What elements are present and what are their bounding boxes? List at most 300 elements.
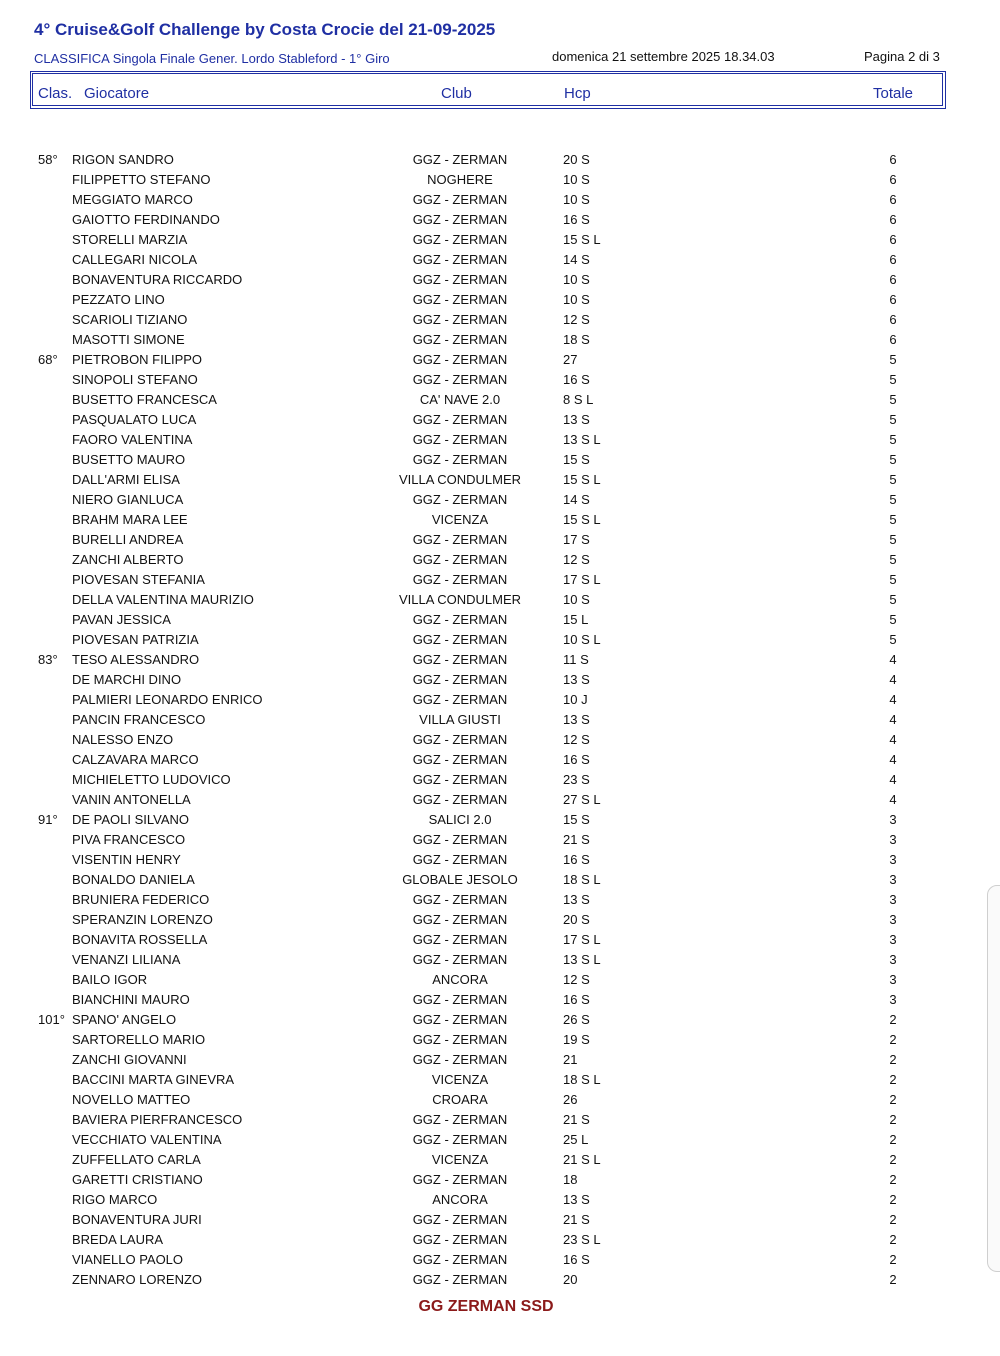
table-row xyxy=(0,270,1000,290)
player-name-cell: PIVA FRANCESCO xyxy=(72,832,186,847)
player-name-cell: GAIOTTO FERDINANDO xyxy=(72,212,220,227)
club-cell: GGZ - ZERMAN xyxy=(412,1052,508,1067)
column-header-totale: Totale xyxy=(873,85,914,102)
table-row xyxy=(0,470,1000,490)
club-cell: GGZ - ZERMAN xyxy=(412,572,508,587)
rank-cell: 83° xyxy=(38,652,58,667)
club-cell: GGZ - ZERMAN xyxy=(412,652,508,667)
hcp-cell: 20 S xyxy=(563,152,590,167)
table-row xyxy=(0,850,1000,870)
player-name-cell: PANCIN FRANCESCO xyxy=(72,712,206,727)
player-name-cell: BONALDO DANIELA xyxy=(72,872,195,887)
club-cell: GGZ - ZERMAN xyxy=(412,1252,508,1267)
hcp-cell: 11 S xyxy=(563,652,589,667)
player-name-cell: RIGON SANDRO xyxy=(72,152,174,167)
table-row xyxy=(0,430,1000,450)
table-row xyxy=(0,930,1000,950)
player-name-cell: VIANELLO PAOLO xyxy=(72,1252,184,1267)
player-name-cell: PIOVESAN PATRIZIA xyxy=(72,632,199,647)
club-cell: GGZ - ZERMAN xyxy=(412,1112,508,1127)
hcp-cell: 18 xyxy=(563,1172,578,1187)
player-name-cell: MASOTTI SIMONE xyxy=(72,332,185,347)
club-cell: GGZ - ZERMAN xyxy=(412,1032,508,1047)
total-cell: 5 xyxy=(889,572,897,587)
hcp-cell: 17 S L xyxy=(563,932,601,947)
hcp-cell: 16 S xyxy=(563,1252,590,1267)
club-cell: GGZ - ZERMAN xyxy=(412,912,508,927)
total-cell: 4 xyxy=(889,752,897,767)
club-cell: GGZ - ZERMAN xyxy=(412,932,508,947)
hcp-cell: 12 S xyxy=(563,732,590,747)
club-cell: GGZ - ZERMAN xyxy=(412,992,508,1007)
table-row xyxy=(0,710,1000,730)
club-cell: GGZ - ZERMAN xyxy=(412,292,508,307)
total-cell: 5 xyxy=(889,532,897,547)
club-cell: GGZ - ZERMAN xyxy=(412,672,508,687)
hcp-cell: 20 S xyxy=(563,912,590,927)
table-row xyxy=(0,1270,1000,1290)
hcp-cell: 16 S xyxy=(563,212,590,227)
hcp-cell: 17 S L xyxy=(563,572,601,587)
club-cell: GGZ - ZERMAN xyxy=(412,1172,508,1187)
hcp-cell: 18 S L xyxy=(563,872,601,887)
hcp-cell: 26 S xyxy=(563,1012,590,1027)
player-name-cell: STORELLI MARZIA xyxy=(72,232,188,247)
total-cell: 2 xyxy=(889,1212,897,1227)
table-row xyxy=(0,390,1000,410)
player-name-cell: SPERANZIN LORENZO xyxy=(72,912,213,927)
club-cell: GGZ - ZERMAN xyxy=(412,632,508,647)
club-cell: GGZ - ZERMAN xyxy=(412,1212,508,1227)
hcp-cell: 18 S L xyxy=(563,1072,601,1087)
total-cell: 2 xyxy=(889,1112,897,1127)
player-name-cell: VISENTIN HENRY xyxy=(72,852,181,867)
table-row xyxy=(0,750,1000,770)
table-row xyxy=(0,1130,1000,1150)
table-row xyxy=(0,1010,1000,1030)
player-name-cell: ZUFFELLATO CARLA xyxy=(72,1152,201,1167)
rank-cell: 101° xyxy=(38,1012,65,1027)
club-cell: GGZ - ZERMAN xyxy=(412,552,508,567)
total-cell: 5 xyxy=(889,472,897,487)
hcp-cell: 13 S xyxy=(563,1192,590,1207)
total-cell: 4 xyxy=(889,652,897,667)
document-title: 4° Cruise&Golf Challenge by Costa Crocie del 21-09-2025 xyxy=(34,20,496,39)
club-cell: VILLA GIUSTI xyxy=(419,712,501,727)
club-cell: GGZ - ZERMAN xyxy=(412,252,508,267)
club-cell: GGZ - ZERMAN xyxy=(412,852,508,867)
player-name-cell: NIERO GIANLUCA xyxy=(72,492,184,507)
hcp-cell: 23 S xyxy=(563,772,590,787)
total-cell: 2 xyxy=(889,1232,897,1247)
table-row xyxy=(0,410,1000,430)
total-cell: 4 xyxy=(889,792,897,807)
player-name-cell: FILIPPETTO STEFANO xyxy=(72,172,211,187)
hcp-cell: 8 S L xyxy=(563,392,594,407)
table-row xyxy=(0,1230,1000,1250)
total-cell: 6 xyxy=(889,232,897,247)
player-name-cell: PASQUALATO LUCA xyxy=(72,412,197,427)
player-name-cell: VENANZI LILIANA xyxy=(72,952,181,967)
total-cell: 5 xyxy=(889,392,897,407)
column-header-giocatore: Giocatore xyxy=(84,85,150,102)
hcp-cell: 10 S xyxy=(563,192,590,207)
total-cell: 5 xyxy=(889,412,897,427)
table-row xyxy=(0,590,1000,610)
column-header-club: Club xyxy=(441,85,472,102)
column-header-clas: Clas. xyxy=(38,85,73,102)
hcp-cell: 23 S L xyxy=(563,1232,601,1247)
player-name-cell: PAVAN JESSICA xyxy=(72,612,171,627)
table-row xyxy=(0,210,1000,230)
player-name-cell: SCARIOLI TIZIANO xyxy=(72,312,188,327)
hcp-cell: 14 S xyxy=(563,492,590,507)
club-cell: GGZ - ZERMAN xyxy=(412,192,508,207)
table-row xyxy=(0,490,1000,510)
hcp-cell: 10 S L xyxy=(563,632,601,647)
table-row xyxy=(0,970,1000,990)
club-cell: VILLA CONDULMER xyxy=(398,472,522,487)
total-cell: 3 xyxy=(889,932,897,947)
total-cell: 5 xyxy=(889,592,897,607)
total-cell: 5 xyxy=(889,612,897,627)
club-cell: GGZ - ZERMAN xyxy=(412,452,508,467)
hcp-cell: 21 S xyxy=(563,1212,590,1227)
club-cell: GGZ - ZERMAN xyxy=(412,412,508,427)
scroll-indicator[interactable] xyxy=(987,885,1000,1272)
club-cell: VICENZA xyxy=(431,512,489,527)
table-row xyxy=(0,650,1000,670)
hcp-cell: 12 S xyxy=(563,552,590,567)
hcp-cell: 27 xyxy=(563,352,578,367)
table-row xyxy=(0,150,1000,170)
total-cell: 2 xyxy=(889,1172,897,1187)
table-row xyxy=(0,870,1000,890)
table-row xyxy=(0,1190,1000,1210)
table-row xyxy=(0,230,1000,250)
total-cell: 3 xyxy=(889,852,897,867)
club-cell: GGZ - ZERMAN xyxy=(412,772,508,787)
player-name-cell: PIOVESAN STEFANIA xyxy=(72,572,205,587)
club-cell: GGZ - ZERMAN xyxy=(412,372,508,387)
organizer-footer: GG ZERMAN SSD xyxy=(418,1298,554,1315)
player-name-cell: CALZAVARA MARCO xyxy=(72,752,199,767)
table-row xyxy=(0,950,1000,970)
page-number: Pagina 2 di 3 xyxy=(864,49,940,64)
hcp-cell: 27 S L xyxy=(563,792,601,807)
player-name-cell: VANIN ANTONELLA xyxy=(72,792,191,807)
column-header-bar xyxy=(30,71,946,109)
table-row xyxy=(0,570,1000,590)
player-name-cell: SINOPOLI STEFANO xyxy=(72,372,198,387)
table-row xyxy=(0,530,1000,550)
total-cell: 3 xyxy=(889,812,897,827)
table-row xyxy=(0,1030,1000,1050)
club-cell: GGZ - ZERMAN xyxy=(412,832,508,847)
player-name-cell: PIETROBON FILIPPO xyxy=(72,352,203,367)
player-name-cell: BONAVENTURA JURI xyxy=(72,1212,202,1227)
total-cell: 3 xyxy=(889,892,897,907)
club-cell: GGZ - ZERMAN xyxy=(412,492,508,507)
table-row xyxy=(0,290,1000,310)
total-cell: 3 xyxy=(889,992,897,1007)
player-name-cell: BUSETTO MAURO xyxy=(72,452,186,467)
hcp-cell: 10 S xyxy=(563,172,590,187)
total-cell: 5 xyxy=(889,372,897,387)
club-cell: GGZ - ZERMAN xyxy=(412,432,508,447)
total-cell: 4 xyxy=(889,772,897,787)
club-cell: GGZ - ZERMAN xyxy=(412,1012,508,1027)
hcp-cell: 13 S xyxy=(563,712,590,727)
hcp-cell: 13 S L xyxy=(563,952,601,967)
hcp-cell: 21 S xyxy=(563,1112,590,1127)
total-cell: 4 xyxy=(889,712,897,727)
hcp-cell: 16 S xyxy=(563,752,590,767)
hcp-cell: 12 S xyxy=(563,312,590,327)
club-cell: GGZ - ZERMAN xyxy=(412,952,508,967)
club-cell: VICENZA xyxy=(431,1072,489,1087)
table-row xyxy=(0,670,1000,690)
club-cell: GGZ - ZERMAN xyxy=(412,732,508,747)
hcp-cell: 16 S xyxy=(563,372,590,387)
club-cell: ANCORA xyxy=(432,972,488,987)
player-name-cell: NOVELLO MATTEO xyxy=(72,1092,191,1107)
club-cell: GGZ - ZERMAN xyxy=(412,272,508,287)
table-row xyxy=(0,810,1000,830)
club-cell: GGZ - ZERMAN xyxy=(412,792,508,807)
total-cell: 4 xyxy=(889,692,897,707)
player-name-cell: NALESSO ENZO xyxy=(72,732,174,747)
ranking-table xyxy=(0,150,1000,1290)
table-row xyxy=(0,370,1000,390)
table-row xyxy=(0,310,1000,330)
table-row xyxy=(0,250,1000,270)
total-cell: 2 xyxy=(889,1012,897,1027)
hcp-cell: 14 S xyxy=(563,252,590,267)
hcp-cell: 13 S xyxy=(563,892,590,907)
hcp-cell: 16 S xyxy=(563,992,590,1007)
hcp-cell: 13 S L xyxy=(563,432,601,447)
club-cell: GGZ - ZERMAN xyxy=(412,892,508,907)
hcp-cell: 21 xyxy=(563,1052,578,1067)
player-name-cell: SARTORELLO MARIO xyxy=(72,1032,206,1047)
hcp-cell: 18 S xyxy=(563,332,590,347)
player-name-cell: ZANCHI ALBERTO xyxy=(72,552,184,567)
club-cell: GGZ - ZERMAN xyxy=(412,312,508,327)
player-name-cell: ZENNARO LORENZO xyxy=(72,1272,203,1287)
print-datetime: domenica 21 settembre 2025 18.34.03 xyxy=(552,49,775,64)
player-name-cell: BIANCHINI MAURO xyxy=(72,992,190,1007)
club-cell: GLOBALE JESOLO xyxy=(402,872,518,887)
table-row xyxy=(0,630,1000,650)
player-name-cell: DE PAOLI SILVANO xyxy=(72,812,190,827)
table-row xyxy=(0,510,1000,530)
total-cell: 5 xyxy=(889,552,897,567)
club-cell: CA' NAVE 2.0 xyxy=(419,392,501,407)
hcp-cell: 19 S xyxy=(563,1032,590,1047)
total-cell: 5 xyxy=(889,512,897,527)
hcp-cell: 15 L xyxy=(563,612,589,627)
club-cell: GGZ - ZERMAN xyxy=(412,232,508,247)
hcp-cell: 26 xyxy=(563,1092,578,1107)
total-cell: 3 xyxy=(889,872,897,887)
hcp-cell: 16 S xyxy=(563,852,590,867)
total-cell: 2 xyxy=(889,1252,897,1267)
table-row xyxy=(0,610,1000,630)
hcp-cell: 15 S L xyxy=(563,232,601,247)
total-cell: 6 xyxy=(889,172,897,187)
total-cell: 2 xyxy=(889,1072,897,1087)
total-cell: 5 xyxy=(889,452,897,467)
table-row xyxy=(0,1050,1000,1070)
total-cell: 5 xyxy=(889,352,897,367)
hcp-cell: 12 S xyxy=(563,972,590,987)
player-name-cell: TESO ALESSANDRO xyxy=(72,652,200,667)
hcp-cell: 17 S xyxy=(563,532,590,547)
total-cell: 2 xyxy=(889,1032,897,1047)
column-header-hcp: Hcp xyxy=(564,85,591,102)
club-cell: GGZ - ZERMAN xyxy=(412,152,508,167)
club-cell: GGZ - ZERMAN xyxy=(412,752,508,767)
club-cell: VICENZA xyxy=(431,1152,489,1167)
table-row xyxy=(0,330,1000,350)
table-row xyxy=(0,1110,1000,1130)
table-row xyxy=(0,550,1000,570)
player-name-cell: DE MARCHI DINO xyxy=(72,672,182,687)
club-cell: GGZ - ZERMAN xyxy=(412,1232,508,1247)
total-cell: 5 xyxy=(889,632,897,647)
hcp-cell: 10 S xyxy=(563,272,590,287)
hcp-cell: 10 S xyxy=(563,592,590,607)
total-cell: 5 xyxy=(889,432,897,447)
table-row xyxy=(0,350,1000,370)
table-row xyxy=(0,1210,1000,1230)
player-name-cell: ZANCHI GIOVANNI xyxy=(72,1052,187,1067)
table-row xyxy=(0,450,1000,470)
player-name-cell: BACCINI MARTA GINEVRA xyxy=(72,1072,235,1087)
table-row xyxy=(0,830,1000,850)
table-row xyxy=(0,730,1000,750)
player-name-cell: BAVIERA PIERFRANCESCO xyxy=(72,1112,243,1127)
club-cell: NOGHERE xyxy=(427,172,493,187)
player-name-cell: RIGO MARCO xyxy=(72,1192,158,1207)
total-cell: 6 xyxy=(889,152,897,167)
total-cell: 6 xyxy=(889,312,897,327)
player-name-cell: FAORO VALENTINA xyxy=(72,432,193,447)
player-name-cell: BONAVENTURA RICCARDO xyxy=(72,272,243,287)
player-name-cell: BONAVITA ROSSELLA xyxy=(72,932,208,947)
table-row xyxy=(0,910,1000,930)
player-name-cell: VECCHIATO VALENTINA xyxy=(72,1132,222,1147)
table-row xyxy=(0,1150,1000,1170)
table-row xyxy=(0,190,1000,210)
player-name-cell: BUSETTO FRANCESCA xyxy=(72,392,217,407)
club-cell: GGZ - ZERMAN xyxy=(412,352,508,367)
hcp-cell: 15 S L xyxy=(563,472,601,487)
rank-cell: 68° xyxy=(38,352,58,367)
player-name-cell: SPANO' ANGELO xyxy=(72,1012,177,1027)
total-cell: 2 xyxy=(889,1052,897,1067)
player-name-cell: GARETTI CRISTIANO xyxy=(72,1172,203,1187)
hcp-cell: 13 S xyxy=(563,672,590,687)
table-row xyxy=(0,890,1000,910)
total-cell: 4 xyxy=(889,732,897,747)
table-row xyxy=(0,990,1000,1010)
total-cell: 3 xyxy=(889,832,897,847)
total-cell: 6 xyxy=(889,332,897,347)
player-name-cell: MICHIELETTO LUDOVICO xyxy=(72,772,231,787)
hcp-cell: 21 S L xyxy=(563,1152,601,1167)
player-name-cell: DALL'ARMI ELISA xyxy=(72,472,180,487)
total-cell: 6 xyxy=(889,272,897,287)
player-name-cell: PEZZATO LINO xyxy=(72,292,165,307)
classification-subtitle: CLASSIFICA Singola Finale Gener. Lordo Stableford - 1° Giro xyxy=(34,51,390,66)
total-cell: 6 xyxy=(889,252,897,267)
player-name-cell: MEGGIATO MARCO xyxy=(72,192,193,207)
club-cell: GGZ - ZERMAN xyxy=(412,1132,508,1147)
player-name-cell: CALLEGARI NICOLA xyxy=(72,252,197,267)
player-name-cell: DELLA VALENTINA MAURIZIO xyxy=(72,592,254,607)
total-cell: 5 xyxy=(889,492,897,507)
table-row xyxy=(0,770,1000,790)
total-cell: 2 xyxy=(889,1272,897,1287)
club-cell: GGZ - ZERMAN xyxy=(412,1272,508,1287)
table-row xyxy=(0,690,1000,710)
club-cell: SALICI 2.0 xyxy=(428,812,492,827)
table-row xyxy=(0,1070,1000,1090)
total-cell: 6 xyxy=(889,292,897,307)
hcp-cell: 20 xyxy=(563,1272,578,1287)
table-row xyxy=(0,1090,1000,1110)
club-cell: CROARA xyxy=(432,1092,488,1107)
table-row xyxy=(0,1170,1000,1190)
player-name-cell: BRAHM MARA LEE xyxy=(72,512,188,527)
hcp-cell: 10 J xyxy=(563,692,588,707)
rank-cell: 91° xyxy=(38,812,58,827)
club-cell: GGZ - ZERMAN xyxy=(412,612,508,627)
total-cell: 6 xyxy=(889,192,897,207)
club-cell: GGZ - ZERMAN xyxy=(412,692,508,707)
hcp-cell: 13 S xyxy=(563,412,590,427)
club-cell: GGZ - ZERMAN xyxy=(412,332,508,347)
player-name-cell: BRUNIERA FEDERICO xyxy=(72,892,210,907)
player-name-cell: BREDA LAURA xyxy=(72,1232,164,1247)
table-row xyxy=(0,790,1000,810)
club-cell: VILLA CONDULMER xyxy=(398,592,522,607)
player-name-cell: PALMIERI LEONARDO ENRICO xyxy=(72,692,263,707)
player-name-cell: BURELLI ANDREA xyxy=(72,532,184,547)
total-cell: 3 xyxy=(889,972,897,987)
player-name-cell: BAILO IGOR xyxy=(72,972,148,987)
hcp-cell: 15 S xyxy=(563,452,590,467)
club-cell: ANCORA xyxy=(432,1192,488,1207)
total-cell: 6 xyxy=(889,212,897,227)
total-cell: 3 xyxy=(889,952,897,967)
club-cell: GGZ - ZERMAN xyxy=(412,212,508,227)
table-row xyxy=(0,1250,1000,1270)
total-cell: 3 xyxy=(889,912,897,927)
hcp-cell: 10 S xyxy=(563,292,590,307)
total-cell: 2 xyxy=(889,1192,897,1207)
total-cell: 2 xyxy=(889,1152,897,1167)
total-cell: 4 xyxy=(889,672,897,687)
hcp-cell: 15 S xyxy=(563,812,590,827)
hcp-cell: 21 S xyxy=(563,832,590,847)
rank-cell: 58° xyxy=(38,152,58,167)
hcp-cell: 25 L xyxy=(563,1132,589,1147)
hcp-cell: 15 S L xyxy=(563,512,601,527)
table-row xyxy=(0,170,1000,190)
